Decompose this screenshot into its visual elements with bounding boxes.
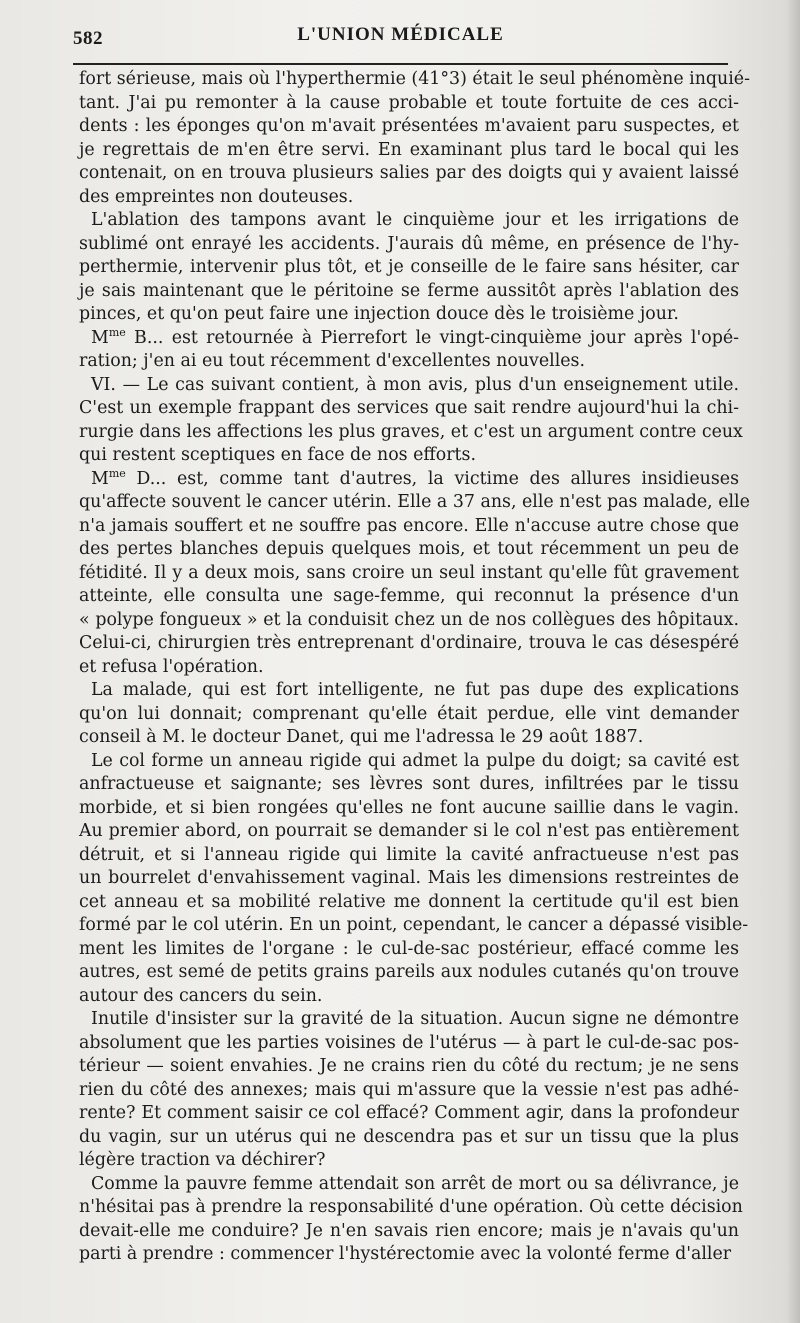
text-line: je sais maintenant que le péritoine se ferme aussitôt après l'ablation des — [79, 280, 739, 301]
text-line: dents : les éponges qu'on m'avait présentées m'avaient paru suspectes, et — [79, 116, 739, 136]
header-rule — [73, 63, 728, 65]
text-line: et refusa l'opération. — [79, 656, 264, 677]
text-line: autres, est semé de petits grains pareils aux nodules cutanés qu'on trouve — [79, 962, 739, 982]
text-line: devait-elle me conduire? Je n'en savais rien encore; mais je n'avais qu'un — [79, 1220, 739, 1241]
text-line: ration; j'en ai eu tout récemment d'excellentes nouvelles. — [79, 351, 586, 371]
text-line: qu'on lui donnait; comprenant qu'elle était perdue, elle vint demander — [79, 703, 739, 724]
text-line: perthermie, intervenir plus tôt, et je conseille de le faire sans hésiter, car — [79, 257, 739, 277]
text-line: autour des cancers du sein. — [79, 985, 323, 1006]
text-line: Comme la pauvre femme attendait son arrêt de mort ou sa délivrance, je — [91, 1173, 739, 1194]
page-header — [73, 18, 728, 54]
text-line: La malade, qui est fort intelligente, ne fut pas dupe des explications — [91, 680, 739, 700]
text-line: $M^{me}$ B... est retournée à Pierrefort le vingt-cinquième jour après l'opé- — [91, 325, 739, 348]
text-line: pinces, et qu'on peut faire une injection douce dès le troisième jour. — [79, 304, 679, 324]
text-line: cet anneau et sa mobilité relative me donnent la certitude qu'il est bien — [79, 891, 739, 912]
text-line: absolument que les parties voisines de l'utérus — à part le cul-de-sac pos- — [79, 1032, 739, 1053]
text-line: des empreintes non douteuses. — [79, 186, 354, 207]
text-line: morbide, et si bien rongées qu'elles ne font aucune saillie dans le vagin. — [79, 797, 739, 818]
text-line: qu'affecte souvent le cancer utérin. Elle a 37 ans, elle n'est pas malade, elle — [79, 492, 750, 512]
text-line: du vagin, sur un utérus qui ne descendra pas et sur un tissu que la plus — [79, 1126, 739, 1147]
text-line: Au premier abord, on pourrait se demander si le col n'est pas entièrement — [79, 821, 739, 841]
text-line: fort sérieuse, mais où l'hyperthermie (41°3) était le seul phénomène inquié- — [79, 69, 750, 89]
text-line: légère traction va déchirer? — [79, 1150, 326, 1170]
text-line: qui restent sceptiques en face de nos efforts. — [79, 445, 476, 465]
text-line: « polype fongueux » et la conduisit chez un de nos collègues des hôpitaux. — [79, 609, 739, 630]
text-line: Inutile d'insister sur la gravité de la situation. Aucun signe ne démontre — [91, 1009, 739, 1029]
text-line: conseil à M. le docteur Danet, qui me l'adressa le 29 août 1887. — [79, 727, 644, 747]
text-line: rurgie dans les affections les plus graves, et c'est un argument contre ceux — [79, 421, 743, 442]
paragraph — [79, 374, 743, 468]
text-line: L'ablation des tampons avant le cinquième jour et les irrigations de — [91, 210, 739, 230]
text-line: atteinte, elle consulta une sage-femme, qui reconnut la présence d'un — [79, 586, 739, 606]
text-line: formé par le col utérin. En un point, cependant, le cancer a dépassé visible- — [79, 915, 749, 935]
text-line: tant. J'ai pu remonter à la cause probable et toute fortuite de ces acci- — [79, 92, 739, 113]
text-line: anfractueuse et saignante; ses lèvres sont dures, infiltrées par le tissu — [79, 774, 739, 794]
paragraph — [79, 209, 739, 327]
paragraph — [79, 750, 749, 1009]
text-line: détruit, et si l'anneau rigide qui limite la cavité anfractueuse n'est pas — [79, 844, 739, 865]
text-line: un bourrelet d'envahissement vaginal. Mais les dimensions restreintes de — [79, 868, 739, 888]
text-line: $M^{me}$ D... est, comme tant d'autres, la victime des allures insidieuses — [91, 466, 739, 489]
text-line: parti à prendre : commencer l'hystérectomie avec la volonté ferme d'aller — [79, 1244, 732, 1264]
text-line: rien du côté des annexes; mais qui m'assure que la vessie n'est pas adhé- — [79, 1079, 739, 1100]
text-line: fétidité. Il y a deux mois, sans croire un seul instant qu'elle fût gravement — [79, 562, 739, 583]
text-line: rente? Et comment saisir ce col effacé? Comment agir, dans la profondeur — [79, 1103, 739, 1123]
text-line: contenait, on en trouva plusieurs salies par des doigts qui y avaient laissé — [79, 163, 739, 183]
paragraph — [79, 68, 750, 209]
text-line: je regrettais de m'en être servi. En examinant plus tard le bocal qui les — [79, 139, 739, 160]
text-line: ment les limites de l'organe : le cul-de-sac postérieur, effacé comme les — [79, 938, 739, 959]
paragraph — [79, 327, 739, 374]
paragraph — [79, 466, 750, 680]
text-line: térieur — soient envahies. Je ne crains rien du côté du rectum; je ne sens — [79, 1056, 739, 1076]
paragraph — [79, 1173, 743, 1267]
text-line: C'est un exemple frappant des services que sait rendre aujourd'hui la chi- — [79, 398, 739, 418]
paragraph — [79, 679, 739, 750]
running-title: L'UNION MÉDICALE — [297, 24, 504, 45]
text-line: Celui-ci, chirurgien très entreprenant d'ordinaire, trouva le cas désespéré — [79, 633, 739, 653]
text-line: n'a jamais souffert et ne souffre pas encore. Elle n'accuse autre chose que — [79, 515, 739, 536]
text-line: des pertes blanches depuis quelques mois, et tout récemment un peu de — [79, 539, 739, 559]
text-line: n'hésitai pas à prendre la responsabilité d'une opération. Où cette décision — [79, 1197, 743, 1217]
article-body — [79, 68, 750, 1267]
text-line: VI. — Le cas suivant contient, à mon avis, plus d'un enseignement utile. — [91, 374, 739, 395]
text-line: sublimé ont enrayé les accidents. J'aurais dû même, en présence de l'hy- — [79, 233, 739, 254]
page-number: 582 — [73, 28, 103, 49]
text-line: Le col forme un anneau rigide qui admet la pulpe du doigt; sa cavité est — [91, 750, 739, 771]
paragraph — [79, 1008, 739, 1173]
